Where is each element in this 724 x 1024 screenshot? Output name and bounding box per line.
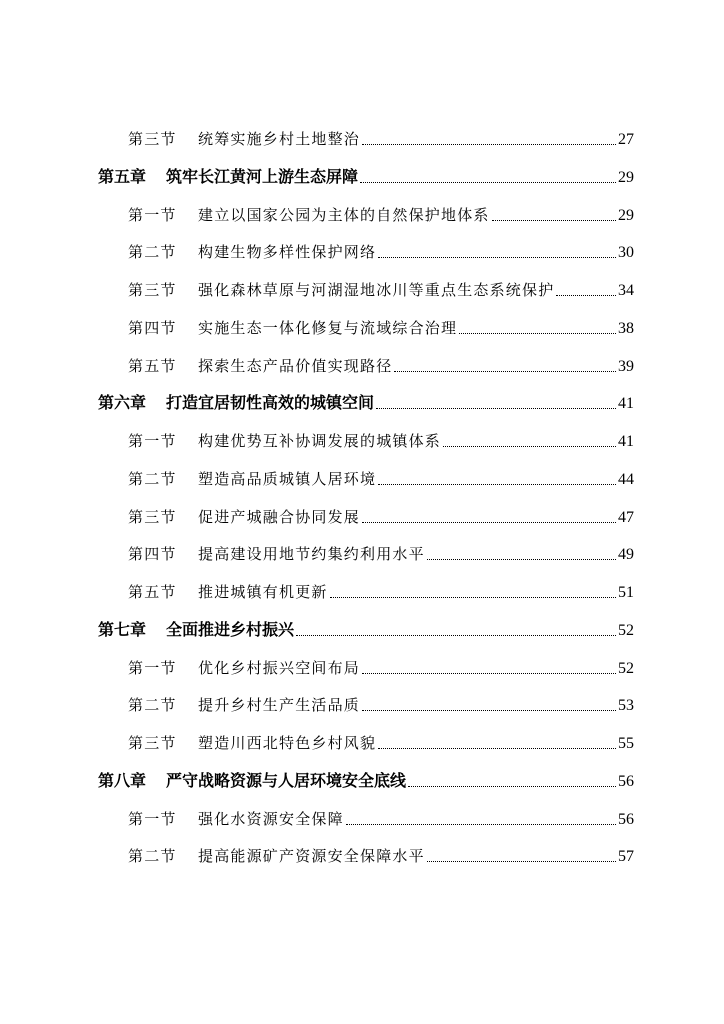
entry-page: 29 — [618, 206, 634, 224]
toc-entry[interactable] — [128, 657, 634, 680]
entry-page: 29 — [618, 168, 634, 186]
toc-entry[interactable] — [128, 732, 634, 755]
entry-page: 57 — [618, 848, 634, 866]
entry-page: 56 — [618, 772, 634, 790]
entry-title: 推进城镇有机更新 — [198, 583, 328, 601]
entry-page: 53 — [618, 697, 634, 715]
entry-number: 第一节 — [128, 658, 177, 677]
dot-leader — [378, 483, 616, 485]
toc-entry[interactable] — [128, 506, 634, 529]
entry-page: 41 — [618, 433, 634, 450]
entry-page: 51 — [618, 584, 634, 601]
toc-entry[interactable] — [98, 166, 634, 189]
toc-entry[interactable] — [98, 770, 634, 793]
entry-number: 第三节 — [128, 507, 177, 526]
dot-leader — [394, 370, 616, 372]
entry-number: 第一节 — [128, 205, 177, 224]
dot-leader — [376, 407, 616, 409]
entry-page: 39 — [618, 357, 634, 375]
entry-number: 第三节 — [128, 281, 177, 299]
entry-number: 第五节 — [128, 583, 177, 601]
entry-title: 构建优势互补协调发展的城镇体系 — [198, 432, 442, 450]
entry-title: 塑造川西北特色乡村风貌 — [198, 734, 377, 752]
entry-page: 30 — [618, 244, 634, 262]
dot-leader — [346, 823, 616, 825]
toc-entry[interactable] — [128, 694, 634, 717]
dot-leader — [427, 558, 616, 560]
entry-title: 塑造高品质城镇人居环境 — [198, 469, 377, 488]
entry-title: 强化水资源安全保障 — [198, 809, 344, 828]
entry-number: 第八章 — [98, 770, 147, 790]
toc-entry[interactable] — [128, 355, 634, 378]
toc-entry[interactable] — [128, 241, 634, 264]
entry-number: 第二节 — [128, 696, 177, 715]
entry-page: 27 — [618, 131, 634, 148]
dot-leader — [378, 747, 616, 749]
entry-title: 提高能源矿产资源安全保障水平 — [198, 847, 425, 866]
entry-title: 严守战略资源与人居环境安全底线 — [166, 770, 407, 790]
dot-leader — [362, 672, 616, 674]
entry-title: 筑牢长江黄河上游生态屏障 — [166, 166, 359, 186]
entry-title: 强化森林草原与河湖湿地冰川等重点生态系统保护 — [198, 281, 555, 299]
entry-number: 第六章 — [98, 393, 147, 413]
toc-entry[interactable] — [128, 845, 634, 868]
entry-number: 第二节 — [128, 469, 177, 488]
entry-number: 第二节 — [128, 243, 177, 262]
dot-leader — [408, 785, 616, 787]
entry-title: 建立以国家公园为主体的自然保护地体系 — [198, 205, 490, 224]
dot-leader — [362, 709, 616, 711]
entry-title: 优化乡村振兴空间布局 — [198, 658, 361, 677]
entry-number: 第一节 — [128, 809, 177, 828]
dot-leader — [443, 445, 616, 447]
dot-leader — [492, 219, 616, 221]
toc-entry[interactable] — [98, 619, 634, 642]
entry-page: 34 — [618, 282, 634, 299]
toc-entry[interactable] — [128, 808, 634, 831]
entry-page: 56 — [618, 810, 634, 828]
entry-number: 第五章 — [98, 166, 147, 186]
entry-title: 统筹实施乡村土地整治 — [198, 130, 361, 148]
toc-entry[interactable] — [128, 317, 634, 340]
entry-title: 全面推进乡村振兴 — [166, 619, 295, 639]
entry-title: 促进产城融合协同发展 — [198, 507, 361, 526]
toc-entry[interactable] — [128, 581, 634, 604]
dot-leader — [556, 294, 616, 296]
entry-title: 提高建设用地节约集约利用水平 — [198, 545, 425, 564]
entry-number: 第四节 — [128, 318, 177, 337]
dot-leader — [459, 332, 616, 334]
entry-number: 第四节 — [128, 545, 177, 564]
dot-leader — [362, 143, 616, 145]
entry-page: 49 — [618, 546, 634, 564]
toc-entry[interactable] — [128, 543, 634, 566]
entry-page: 52 — [618, 659, 634, 677]
toc-entry[interactable] — [128, 468, 634, 491]
entry-number: 第二节 — [128, 847, 177, 866]
entry-number: 第五节 — [128, 356, 177, 375]
entry-number: 第七章 — [98, 619, 147, 639]
dot-leader — [360, 181, 616, 183]
dot-leader — [427, 860, 616, 862]
toc-entry[interactable] — [98, 392, 634, 415]
entry-number: 第三节 — [128, 734, 177, 752]
entry-page: 47 — [618, 508, 634, 526]
dot-leader — [362, 521, 616, 523]
entry-title: 实施生态一体化修复与流域综合治理 — [198, 318, 458, 337]
toc-entry[interactable] — [128, 128, 634, 151]
dot-leader — [378, 256, 616, 258]
toc-entry[interactable] — [128, 279, 634, 302]
entry-title: 探索生态产品价值实现路径 — [198, 356, 393, 375]
entry-page: 41 — [618, 395, 634, 413]
dot-leader — [330, 596, 616, 598]
entry-page: 55 — [618, 735, 634, 752]
entry-number: 第一节 — [128, 432, 177, 450]
entry-page: 38 — [618, 319, 634, 337]
entry-title: 提升乡村生产生活品质 — [198, 696, 361, 715]
entry-number: 第三节 — [128, 130, 177, 148]
toc-entry[interactable] — [128, 430, 634, 453]
entry-page: 44 — [618, 470, 634, 488]
dot-leader — [296, 634, 616, 636]
entry-page: 52 — [618, 621, 634, 639]
entry-title: 构建生物多样性保护网络 — [198, 243, 377, 262]
toc-entry[interactable] — [128, 204, 634, 227]
entry-title: 打造宜居韧性高效的城镇空间 — [166, 393, 375, 413]
